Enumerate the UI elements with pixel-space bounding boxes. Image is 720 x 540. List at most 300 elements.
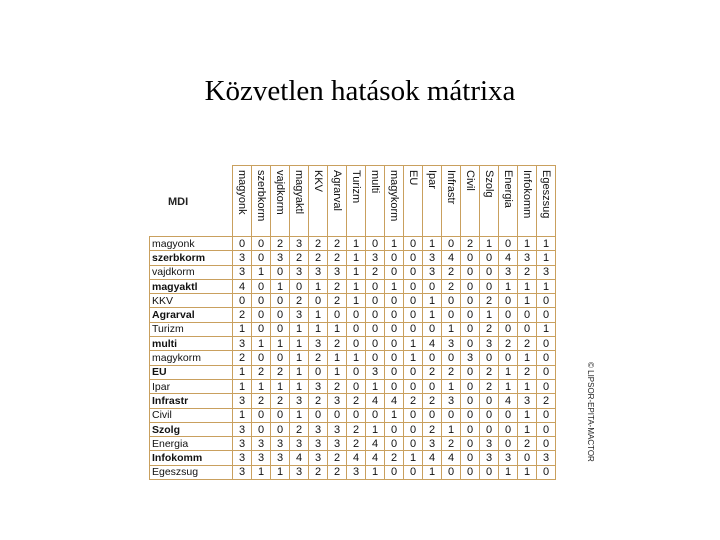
matrix-cell: 1	[518, 379, 537, 393]
matrix-cell: 2	[328, 251, 347, 265]
matrix-cell: 0	[537, 351, 556, 365]
column-header-label: Egeszsug	[540, 170, 552, 219]
matrix-row	[150, 379, 556, 393]
matrix-cell: 0	[480, 351, 499, 365]
matrix-cell: 2	[385, 451, 404, 465]
matrix-cell: 0	[271, 408, 290, 422]
matrix-cell: 4	[423, 337, 442, 351]
matrix-cell: 0	[385, 365, 404, 379]
matrix-cell: 4	[442, 451, 461, 465]
matrix-cell: 3	[233, 465, 252, 479]
matrix-cell: 3	[499, 451, 518, 465]
matrix-cell: 0	[461, 251, 480, 265]
matrix-cell: 1	[290, 337, 309, 351]
matrix-cell: 0	[537, 437, 556, 451]
row-label: Turizm	[150, 322, 233, 336]
matrix-cell: 0	[404, 422, 423, 436]
column-header	[290, 166, 309, 237]
matrix-cell: 0	[537, 308, 556, 322]
matrix-cell: 4	[347, 451, 366, 465]
matrix-cell: 0	[404, 237, 423, 251]
matrix-cell: 0	[423, 322, 442, 336]
matrix-cell: 2	[423, 422, 442, 436]
matrix-cell: 0	[366, 322, 385, 336]
matrix-cell: 0	[404, 379, 423, 393]
matrix-cell: 1	[347, 279, 366, 293]
matrix-cell: 0	[499, 437, 518, 451]
matrix-cell: 1	[518, 294, 537, 308]
matrix-cell: 0	[461, 422, 480, 436]
matrix-cell: 0	[404, 322, 423, 336]
matrix-cell: 2	[423, 394, 442, 408]
matrix-cell: 0	[499, 308, 518, 322]
matrix-cell: 4	[499, 394, 518, 408]
matrix-cell: 0	[537, 465, 556, 479]
matrix-cell: 2	[461, 237, 480, 251]
matrix-cell: 0	[423, 408, 442, 422]
column-header	[404, 166, 423, 237]
matrix-cell: 1	[518, 237, 537, 251]
matrix-cell: 0	[309, 294, 328, 308]
matrix-cell: 3	[442, 337, 461, 351]
column-header-label: Ipar	[426, 170, 438, 189]
matrix-cell: 0	[347, 337, 366, 351]
matrix-cell: 0	[537, 294, 556, 308]
matrix-cell: 0	[271, 422, 290, 436]
matrix-cell: 2	[518, 265, 537, 279]
matrix-cell: 0	[461, 394, 480, 408]
column-header	[461, 166, 480, 237]
matrix-cell: 1	[423, 237, 442, 251]
matrix-cell: 3	[423, 251, 442, 265]
matrix-cell: 1	[309, 322, 328, 336]
matrix-cell: 2	[252, 365, 271, 379]
matrix-cell: 0	[385, 294, 404, 308]
matrix-cell: 3	[233, 337, 252, 351]
matrix-cell: 0	[499, 237, 518, 251]
matrix-cell: 3	[309, 422, 328, 436]
column-header-label: magyonk	[236, 170, 248, 215]
matrix-cell: 3	[537, 265, 556, 279]
matrix-cell: 0	[461, 408, 480, 422]
matrix-cell: 2	[271, 394, 290, 408]
matrix-cell: 0	[461, 308, 480, 322]
matrix-cell: 0	[461, 265, 480, 279]
matrix-cell: 1	[328, 322, 347, 336]
matrix-row	[150, 294, 556, 308]
matrix-cell: 3	[309, 337, 328, 351]
matrix-cell: 0	[271, 322, 290, 336]
column-header	[309, 166, 328, 237]
matrix-cell: 1	[499, 379, 518, 393]
matrix-cell: 0	[480, 394, 499, 408]
matrix-cell: 1	[537, 237, 556, 251]
matrix-cell: 3	[290, 308, 309, 322]
row-label: Ipar	[150, 379, 233, 393]
matrix-cell: 0	[347, 308, 366, 322]
matrix-cell: 0	[480, 265, 499, 279]
matrix-cell: 4	[442, 251, 461, 265]
matrix-cell: 0	[499, 294, 518, 308]
matrix-cell: 2	[537, 394, 556, 408]
matrix-cell: 2	[233, 351, 252, 365]
column-header	[271, 166, 290, 237]
matrix-corner	[150, 166, 233, 237]
matrix-cell: 4	[423, 451, 442, 465]
matrix-cell: 0	[347, 365, 366, 379]
matrix-cell: 0	[252, 308, 271, 322]
matrix-cell: 1	[347, 237, 366, 251]
matrix-cell: 3	[309, 437, 328, 451]
matrix-cell: 2	[480, 294, 499, 308]
row-label: magyaktl	[150, 279, 233, 293]
matrix-cell: 0	[385, 422, 404, 436]
matrix-cell: 1	[328, 351, 347, 365]
matrix-cell: 0	[271, 294, 290, 308]
matrix-cell: 0	[385, 337, 404, 351]
matrix-cell: 1	[290, 365, 309, 379]
column-header-label: Energia	[502, 170, 514, 208]
matrix-cell: 1	[252, 265, 271, 279]
matrix-cell: 3	[233, 394, 252, 408]
matrix-cell: 0	[480, 251, 499, 265]
matrix-cell: 1	[252, 379, 271, 393]
matrix-cell: 0	[518, 451, 537, 465]
column-header	[423, 166, 442, 237]
matrix-cell: 0	[442, 237, 461, 251]
matrix-cell: 0	[499, 422, 518, 436]
matrix-cell: 0	[271, 308, 290, 322]
matrix-cell: 2	[328, 294, 347, 308]
row-label: Infokomm	[150, 451, 233, 465]
column-header	[442, 166, 461, 237]
matrix-cell: 1	[404, 451, 423, 465]
matrix-cell: 4	[366, 451, 385, 465]
matrix-cell: 0	[252, 279, 271, 293]
matrix-cell: 2	[309, 465, 328, 479]
row-label: Infrastr	[150, 394, 233, 408]
matrix-cell: 1	[404, 351, 423, 365]
matrix-cell: 0	[442, 351, 461, 365]
matrix-cell: 0	[385, 322, 404, 336]
matrix-cell: 0	[461, 365, 480, 379]
matrix-cell: 2	[347, 394, 366, 408]
column-header-label: magykorm	[388, 170, 400, 222]
matrix-cell: 1	[423, 294, 442, 308]
matrix-cell: 1	[518, 279, 537, 293]
matrix-cell: 0	[537, 379, 556, 393]
matrix-cell: 0	[461, 451, 480, 465]
column-header-label: Civil	[464, 170, 476, 191]
matrix-cell: 2	[328, 465, 347, 479]
row-label: Agrarval	[150, 308, 233, 322]
matrix-cell: 3	[480, 451, 499, 465]
matrix-cell: 3	[309, 379, 328, 393]
matrix-row	[150, 365, 556, 379]
matrix-cell: 3	[328, 265, 347, 279]
matrix-cell: 1	[309, 279, 328, 293]
matrix-cell: 0	[518, 322, 537, 336]
column-header-label: Infokomm	[521, 170, 533, 219]
matrix-cell: 2	[423, 365, 442, 379]
matrix-cell: 0	[290, 279, 309, 293]
column-header-row	[150, 166, 556, 237]
matrix-cell: 2	[480, 379, 499, 393]
matrix-cell: 1	[442, 422, 461, 436]
matrix-cell: 0	[366, 351, 385, 365]
matrix-cell: 1	[499, 365, 518, 379]
matrix-cell: 0	[404, 437, 423, 451]
matrix-row	[150, 437, 556, 451]
column-header	[366, 166, 385, 237]
matrix-cell: 1	[480, 237, 499, 251]
matrix-cell: 2	[328, 379, 347, 393]
matrix-cell: 0	[461, 279, 480, 293]
matrix-cell: 1	[347, 351, 366, 365]
matrix-cell: 3	[233, 265, 252, 279]
matrix-cell: 1	[290, 408, 309, 422]
matrix-cell: 1	[233, 322, 252, 336]
matrix-cell: 3	[271, 451, 290, 465]
matrix-cell: 2	[499, 337, 518, 351]
matrix-cell: 0	[461, 294, 480, 308]
matrix-cell: 2	[290, 422, 309, 436]
row-label: Szolg	[150, 422, 233, 436]
matrix-cell: 1	[423, 465, 442, 479]
matrix-cell: 3	[271, 437, 290, 451]
matrix-cell: 0	[385, 308, 404, 322]
column-header	[347, 166, 366, 237]
matrix-cell: 3	[271, 251, 290, 265]
matrix-cell: 0	[461, 465, 480, 479]
column-header	[537, 166, 556, 237]
matrix-cell: 2	[442, 265, 461, 279]
matrix-cell: 2	[252, 394, 271, 408]
matrix-cell: 4	[290, 451, 309, 465]
matrix-cell: 2	[290, 294, 309, 308]
matrix-cell: 3	[309, 451, 328, 465]
matrix-cell: 3	[233, 437, 252, 451]
matrix-cell: 0	[442, 408, 461, 422]
matrix-cell: 3	[309, 265, 328, 279]
matrix-cell: 0	[366, 408, 385, 422]
matrix-cell: 1	[309, 308, 328, 322]
matrix-cell: 4	[233, 279, 252, 293]
matrix-cell: 0	[366, 279, 385, 293]
matrix-cell: 2	[233, 308, 252, 322]
page-title: Közvetlen hatások mátrixa	[204, 75, 516, 107]
matrix-cell: 3	[480, 337, 499, 351]
matrix-row	[150, 351, 556, 365]
matrix-cell: 3	[366, 365, 385, 379]
matrix-row	[150, 422, 556, 436]
matrix-cell: 1	[233, 379, 252, 393]
matrix-cell: 4	[366, 394, 385, 408]
matrix-row	[150, 465, 556, 479]
matrix-cell: 1	[366, 465, 385, 479]
matrix-cell: 0	[480, 422, 499, 436]
matrix-cell: 3	[290, 437, 309, 451]
matrix-cell: 0	[480, 279, 499, 293]
matrix-cell: 3	[233, 451, 252, 465]
matrix-cell: 2	[309, 394, 328, 408]
matrix-cell: 2	[271, 365, 290, 379]
column-header-label: Turizm	[350, 170, 362, 204]
column-header	[480, 166, 499, 237]
matrix-cell: 2	[404, 394, 423, 408]
matrix-cell: 2	[328, 279, 347, 293]
matrix-cell: 2	[480, 322, 499, 336]
row-label: Energia	[150, 437, 233, 451]
matrix-cell: 0	[347, 379, 366, 393]
direct-influence-matrix	[149, 165, 556, 480]
matrix-cell: 0	[499, 351, 518, 365]
matrix-cell: 3	[233, 422, 252, 436]
matrix-cell: 0	[366, 337, 385, 351]
matrix-cell: 0	[537, 337, 556, 351]
matrix-row	[150, 394, 556, 408]
column-header	[233, 166, 252, 237]
matrix-cell: 2	[366, 265, 385, 279]
matrix-cell: 0	[404, 294, 423, 308]
matrix-row	[150, 308, 556, 322]
matrix-cell: 2	[442, 365, 461, 379]
matrix-cell: 3	[461, 351, 480, 365]
matrix-cell: 0	[461, 322, 480, 336]
row-label: multi	[150, 337, 233, 351]
matrix-cell: 1	[252, 337, 271, 351]
matrix-cell: 3	[347, 465, 366, 479]
matrix-cell: 4	[366, 437, 385, 451]
copyright-note: © LIPSOR-EPITA-MACTOR	[586, 362, 595, 462]
column-header-label: Agrarval	[331, 170, 343, 211]
matrix-cell: 2	[347, 437, 366, 451]
matrix-cell: 0	[385, 265, 404, 279]
matrix-cell: 3	[290, 265, 309, 279]
column-header	[518, 166, 537, 237]
row-label: magyonk	[150, 237, 233, 251]
matrix-cell: 2	[518, 337, 537, 351]
matrix-cell: 2	[309, 251, 328, 265]
matrix-cell: 3	[252, 437, 271, 451]
matrix-cell: 2	[309, 237, 328, 251]
matrix-cell: 0	[385, 351, 404, 365]
matrix-cell: 1	[385, 279, 404, 293]
column-header-label: multi	[369, 170, 381, 194]
matrix-cell: 0	[404, 308, 423, 322]
column-header-label: vajdkorm	[274, 170, 286, 215]
row-label: szerbkorm	[150, 251, 233, 265]
matrix-row	[150, 237, 556, 251]
matrix-cell: 3	[423, 265, 442, 279]
row-label: vajdkorm	[150, 265, 233, 279]
matrix-cell: 0	[252, 408, 271, 422]
matrix-row	[150, 251, 556, 265]
matrix-cell: 0	[423, 279, 442, 293]
row-label: magykorm	[150, 351, 233, 365]
matrix-cell: 0	[252, 322, 271, 336]
matrix-cell: 3	[366, 251, 385, 265]
matrix-cell: 2	[309, 351, 328, 365]
matrix-cell: 0	[309, 408, 328, 422]
column-header-label: Infrastr	[445, 170, 457, 205]
matrix-cell: 0	[537, 422, 556, 436]
matrix-cell: 2	[442, 437, 461, 451]
matrix-cell: 1	[366, 422, 385, 436]
matrix-cell: 0	[442, 308, 461, 322]
matrix-cell: 0	[271, 265, 290, 279]
matrix-cell: 4	[385, 394, 404, 408]
matrix-cell: 1	[271, 379, 290, 393]
matrix-cell: 2	[290, 251, 309, 265]
column-header	[328, 166, 347, 237]
matrix-cell: 0	[252, 422, 271, 436]
matrix-cell: 0	[461, 337, 480, 351]
row-label: Civil	[150, 408, 233, 422]
matrix-cell: 2	[480, 365, 499, 379]
matrix-cell: 0	[404, 365, 423, 379]
matrix-cell: 0	[252, 351, 271, 365]
matrix-cell: 0	[404, 251, 423, 265]
matrix-cell: 0	[252, 251, 271, 265]
matrix-cell: 0	[499, 322, 518, 336]
matrix-cell: 3	[499, 265, 518, 279]
matrix-cell: 0	[537, 365, 556, 379]
row-label: KKV	[150, 294, 233, 308]
matrix-cell: 1	[518, 422, 537, 436]
matrix-cell: 1	[347, 265, 366, 279]
matrix-cell: 3	[442, 394, 461, 408]
matrix-cell: 4	[499, 251, 518, 265]
matrix-corner-label: MDI	[168, 196, 189, 208]
matrix-cell: 0	[518, 308, 537, 322]
matrix-cell: 1	[271, 337, 290, 351]
matrix-row	[150, 265, 556, 279]
matrix-cell: 1	[233, 365, 252, 379]
matrix-cell: 3	[537, 451, 556, 465]
matrix-cell: 0	[385, 465, 404, 479]
matrix-cell: 0	[404, 465, 423, 479]
matrix-cell: 1	[499, 465, 518, 479]
matrix-cell: 1	[518, 408, 537, 422]
matrix-cell: 1	[404, 337, 423, 351]
matrix-cell: 0	[404, 279, 423, 293]
matrix-cell: 1	[423, 308, 442, 322]
matrix-cell: 1	[366, 379, 385, 393]
matrix-cell: 0	[385, 251, 404, 265]
matrix-cell: 0	[328, 308, 347, 322]
column-header	[252, 166, 271, 237]
matrix-cell: 1	[328, 365, 347, 379]
matrix-cell: 1	[537, 279, 556, 293]
matrix-cell: 1	[537, 322, 556, 336]
matrix-cell: 2	[518, 365, 537, 379]
matrix-cell: 2	[442, 279, 461, 293]
matrix-cell: 3	[252, 451, 271, 465]
matrix-cell: 0	[461, 437, 480, 451]
matrix-row	[150, 408, 556, 422]
matrix-cell: 2	[328, 237, 347, 251]
matrix-cell: 0	[366, 308, 385, 322]
row-label: EU	[150, 365, 233, 379]
matrix-cell: 1	[271, 465, 290, 479]
matrix-cell: 1	[442, 322, 461, 336]
matrix-cell: 2	[328, 337, 347, 351]
matrix-cell: 0	[442, 294, 461, 308]
matrix-cell: 1	[385, 408, 404, 422]
column-header	[499, 166, 518, 237]
matrix-cell: 0	[480, 408, 499, 422]
